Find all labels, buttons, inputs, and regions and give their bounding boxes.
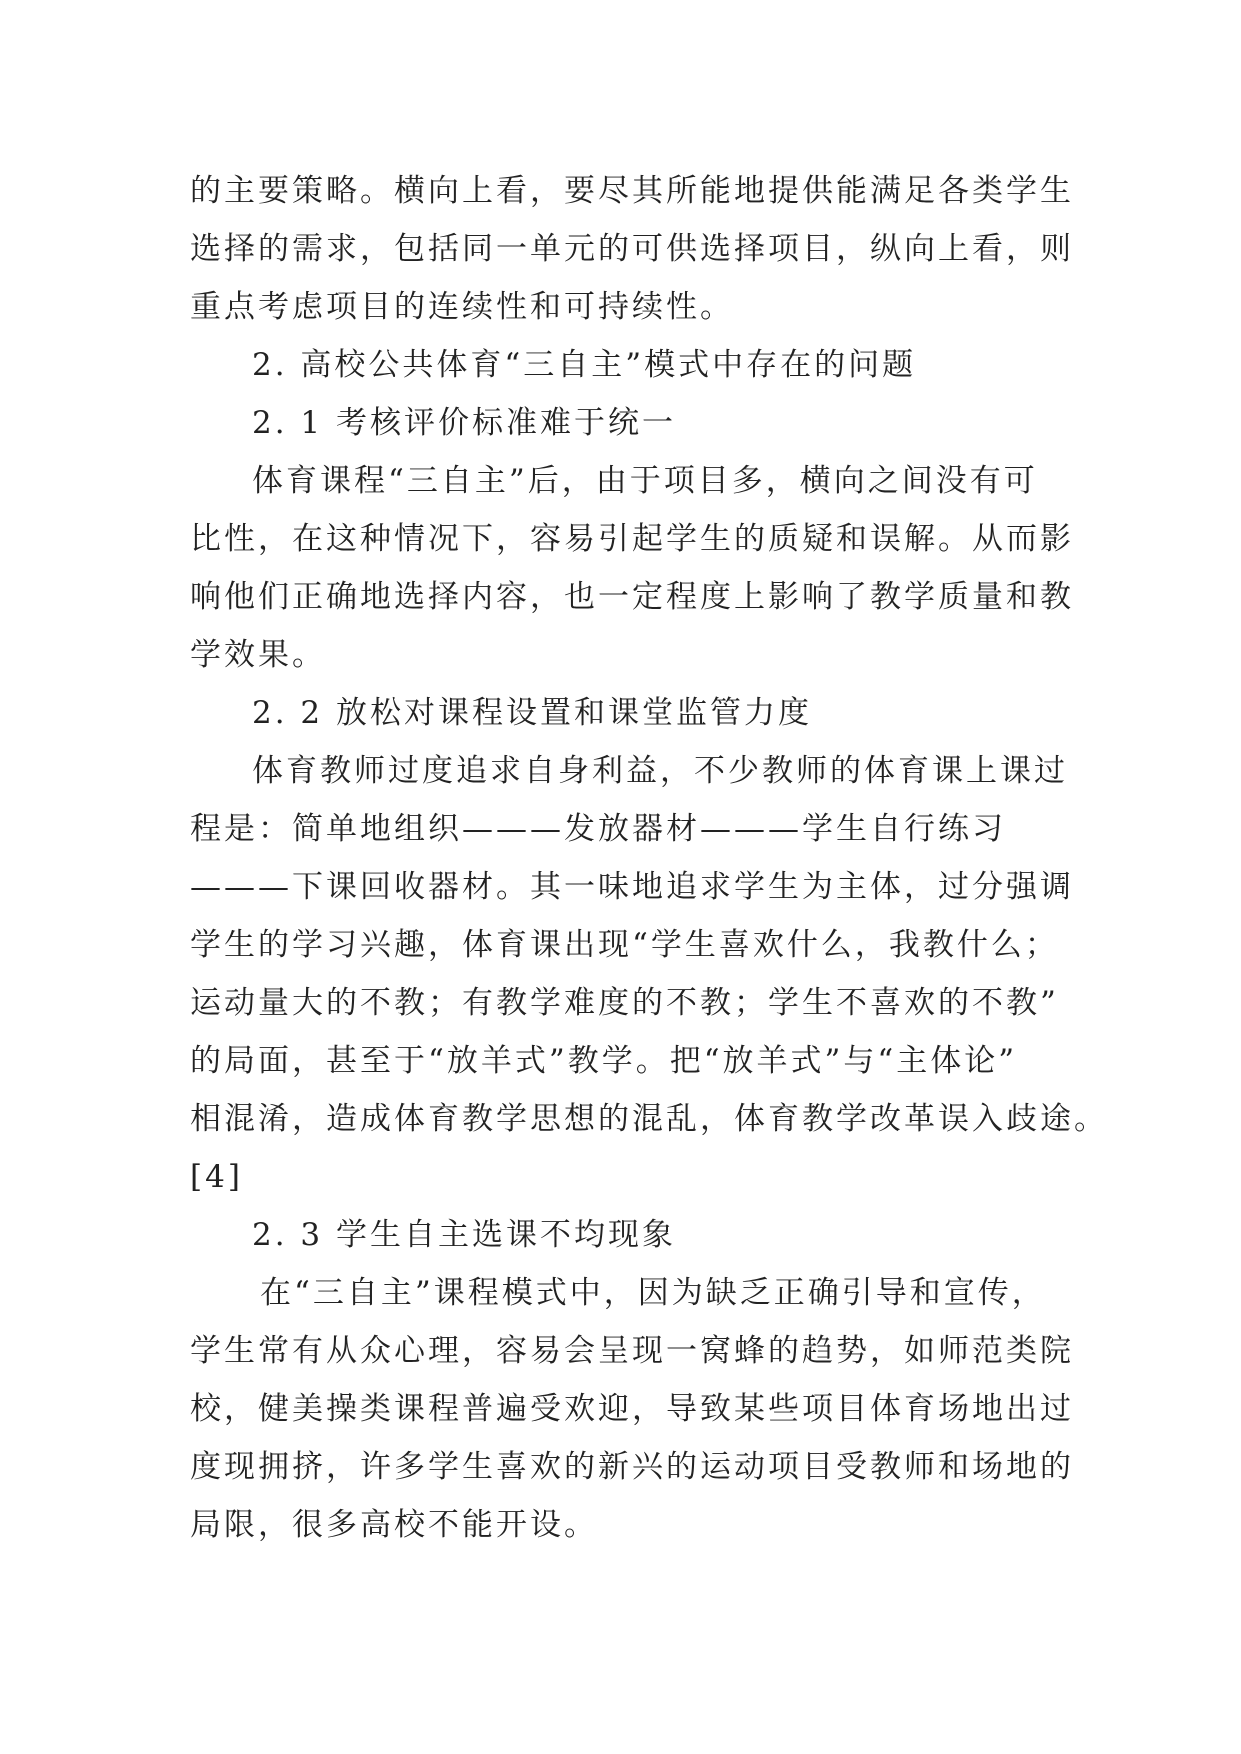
paragraph-line: 学效果。 <box>190 637 326 673</box>
subsection-heading: 2. 2 放松对课程设置和课堂监管力度 <box>252 695 813 731</box>
citation-reference: [4] <box>190 1159 243 1195</box>
body-text <box>190 162 1108 1554</box>
paragraph-line: 的主要策略。横向上看，要尽其所能地提供能满足各类学生 <box>190 173 1074 209</box>
paragraph-line: 选择的需求，包括同一单元的可供选择项目，纵向上看，则 <box>190 231 1074 267</box>
paragraph-line: 重点考虑项目的连续性和可持续性。 <box>190 289 734 325</box>
paragraph-line: 响他们正确地选择内容，也一定程度上影响了教学质量和教 <box>190 579 1074 615</box>
paragraph-line: 比性，在这种情况下，容易引起学生的质疑和误解。从而影 <box>190 521 1074 557</box>
subsection-heading: 2. 3 学生自主选课不均现象 <box>252 1217 677 1253</box>
paragraph-line: 体育教师过度追求自身利益，不少教师的体育课上课过 <box>252 753 1068 789</box>
paragraph-line: 度现拥挤，许多学生喜欢的新兴的运动项目受教师和场地的 <box>190 1449 1074 1485</box>
paragraph-line: ———下课回收器材。其一味地追求学生为主体，过分强调 <box>190 869 1074 905</box>
paragraph-line: 校，健美操类课程普遍受欢迎，导致某些项目体育场地出过 <box>190 1391 1074 1427</box>
paragraph-line: 局限，很多高校不能开设。 <box>190 1507 598 1543</box>
paragraph-line: 学生的学习兴趣，体育课出现“学生喜欢什么，我教什么； <box>190 927 1059 963</box>
paragraph-line: 相混淆，造成体育教学思想的混乱，体育教学改革误入歧途。 <box>190 1101 1108 1137</box>
paragraph-line: 学生常有从众心理，容易会呈现一窝蜂的趋势，如师范类院 <box>190 1333 1074 1369</box>
section-heading: 2. 高校公共体育“三自主”模式中存在的问题 <box>252 347 917 383</box>
paragraph-line: 的局面，甚至于“放羊式”教学。把“放羊式”与“主体论” <box>190 1043 1018 1079</box>
paragraph-line: 程是：简单地组织———发放器材———学生自行练习 <box>190 811 1006 847</box>
paragraph-line: 运动量大的不教；有教学难度的不教；学生不喜欢的不教” <box>190 985 1059 1021</box>
paragraph-line: 体育课程“三自主”后，由于项目多，横向之间没有可 <box>252 463 1038 499</box>
subsection-heading: 2. 1 考核评价标准难于统一 <box>252 405 677 441</box>
paragraph-line: 在“三自主”课程模式中，因为缺乏正确引导和宣传， <box>260 1275 1046 1311</box>
